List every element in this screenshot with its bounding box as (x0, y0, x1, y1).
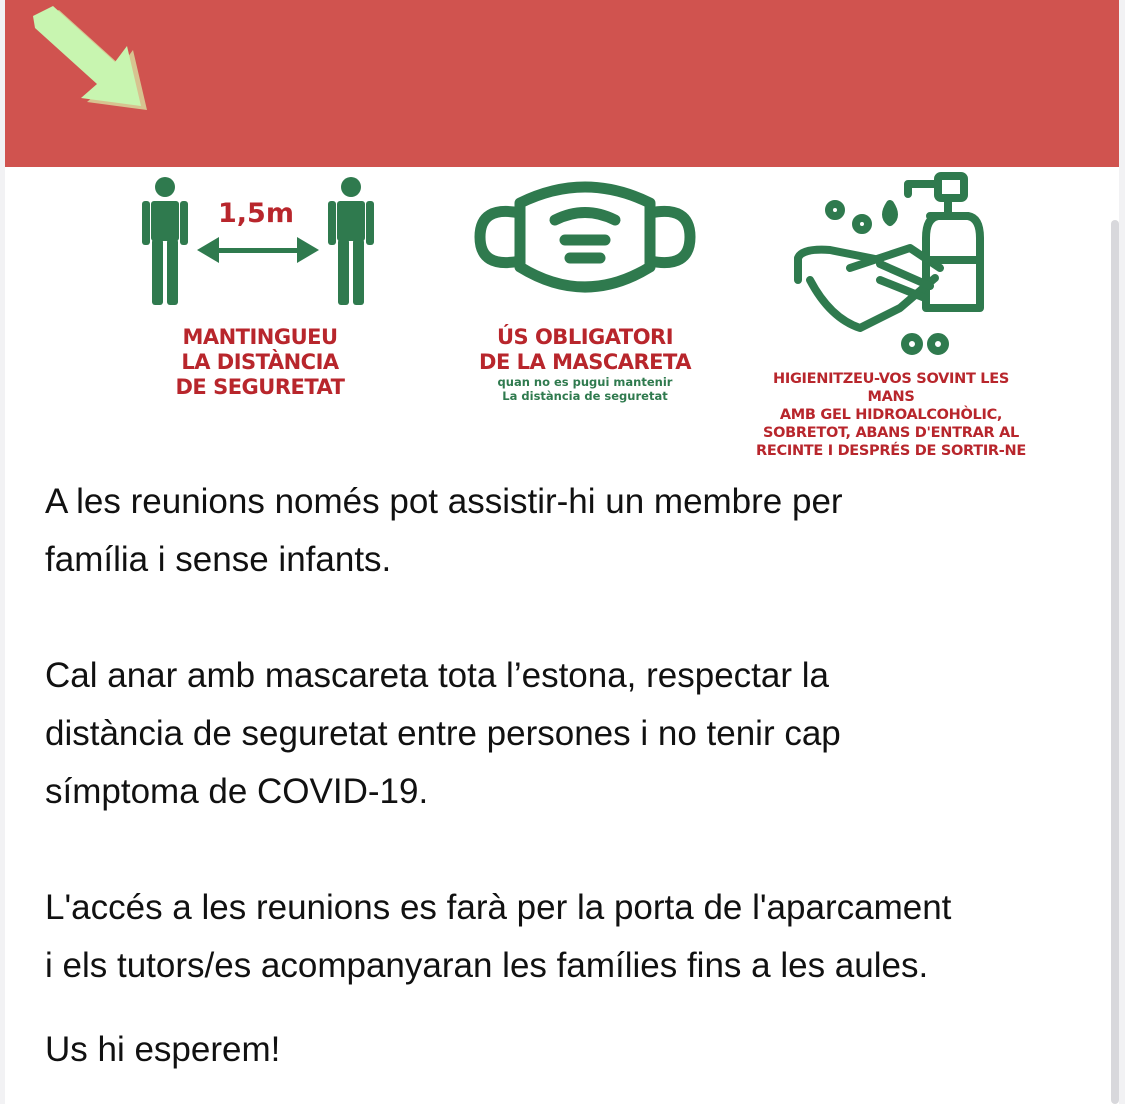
face-mask-icon (470, 175, 700, 305)
distance-label: 1,5m (218, 198, 294, 229)
hand-washing-icon (790, 168, 990, 358)
header-banner (5, 0, 1119, 167)
mask-caption: ÚS OBLIGATORI DE LA MASCARETA (479, 325, 691, 374)
people-distance-icon (133, 175, 383, 310)
mask-subcaption: quan no es pugui mantenir La distància de seguretat (497, 375, 673, 403)
scrollbar[interactable] (1111, 220, 1119, 1104)
message-paragraph-3: L'accés a les reunions es farà per la porta de l'aparcament i els tutors/es acompanyaran les famílies fins a les aules. (45, 888, 952, 985)
distance-caption: MANTINGUEU LA DISTÀNCIA DE SEGURETAT (175, 325, 345, 399)
message-paragraph-1: A les reunions només pot assistir-hi un membre per família i sense infants. (45, 482, 843, 579)
message-paragraph-4: Us hi esperem! (45, 1030, 281, 1069)
hands-caption: HIGIENITZEU-VOS SOVINT LES MANS AMB GEL HIDROALCOHÒLIC, SOBRETOT, ABANS D'ENTRAR AL RECINTE I DESPRÉS DE SORTIR-NE (756, 371, 1026, 459)
arrow-down-right-icon (23, 2, 153, 117)
message-card (5, 0, 1119, 1104)
message-paragraph-2: Cal anar amb mascareta tota l’estona, respectar la distància de seguretat entre persones i no tenir cap símptoma de COVID-19. (45, 656, 841, 811)
